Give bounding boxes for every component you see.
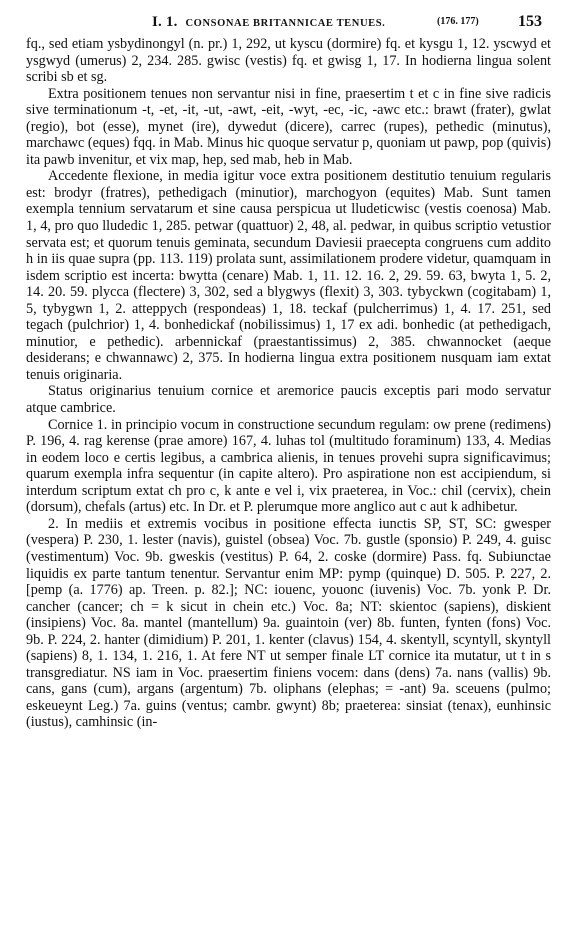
paragraph: Cornice 1. in principio vocum in constructione secundum regulam: ow prene (redimens) P. 196, 4. rag kerense (prae amore) 167, 4. luhas tol (multitudo foraminum) 133, 4. Medias in eodem loco e certis legibus, a cambrica alienis, in tenues provehi supra significavimus; quarum exempla infra sequentur (in capite altero). Pro aspiratione non est accipiendum, si interdum scriptum extat ch pro c, k ante e vel i, vix praeterea, in Voc.: chil (cervix), chein (dorsum), chefals (artus) etc. In Dr. et P. plerumque more anglico aut c aut k adhibetur.	[26, 416, 551, 516]
page-body	[26, 36, 551, 731]
paragraph: Extra positionem tenues non servantur nisi in fine, praesertim t et c in fine sive radicis sive terminationum -t, -et, -it, -ut, -awt, -eit, -wyt, -ec, -ic, -awc etc.: brawt (frater), gwlat (regio), bot (esse), mynet (ire), dywedut (dicere), carrec (rupes), pethedic (minutus), marchawc (eques) fqq. in Mab. Minus hic quoque servatur p, quoniam ut pawp, pop (quivis) ita pawb invenitur, et vix map, hep, sed mab, heb in Mab.	[26, 85, 551, 168]
page-number: 153	[518, 13, 542, 30]
paragraph: Accedente flexione, in media igitur voce extra positionem destitutio tenuium regularis est: brodyr (fratres), pethedigach (minutior), marchogyon (equites) Mab. Sunt tamen exempla tennium servatarum et sine causa perspicua ut lludeticwisc (vestis coenosa) Mab. 1, 4, pro quo lludedic 1, 285. petwar (quattuor) 2, 48, al. pedwar, in quibus scriptio vetustior servata est; et quorum tenuis geminata, secundum Daviesii praecepta congruens cum addito h in iis quae supra (pp. 113. 119) prolata sunt, assimilationem prodere videtur, quamquam in isdem scriptio est incerta: bwytta (cenare) Mab. 1, 11. 12. 16. 2, 29. 59. 63, bwyta 1, 5. 2, 14. 20. 59. plycca (flectere) 3, 302, sed a blygwys (flexit) 3, 303. tybyckwn (cogitabam) 1, 5, tybygwn 1, 2. atteppych (respondeas) 1, 18. teckaf (pulcherrimus) 1, 4. 17. 251, sed tegach (pulchrior) 1, 4. bonhedickaf (nobilissimus) 1, 17 ex adi. bonhedic (at pethedigach, minutior, e pethedic). arbennickaf (praestantissimus) 2, 385. chwannocket (aeque desiderans; e chwannawc) 2, 375. In hodierna lingua extra positionem nusquam iam extat tenuis originaria.	[26, 168, 551, 383]
paragraph: Status originarius tenuium cornice et aremorice paucis exceptis pari modo servatur atque cambrice.	[26, 383, 551, 417]
header-title-line	[152, 14, 385, 31]
running-header	[26, 6, 551, 36]
paragraph: 2. In mediis et extremis vocibus in positione effecta iunctis SP, ST, SC: gwesper (vespera) P. 230, 1. lester (navis), guistel (obsea) Voc. 7b. gustle (sponsio) P. 249, 4. guisc (vestimentum) Voc. 9b. gweskis (vestitus) P. 64, 2. coske (dormire) Pass. fq. Subiunctae liquidis ex parte tantum tenentur. Servantur enim MP: pymp (quinque) D. 505. P. 227, 2. [pemp (a. 1776) ap. Treen. p. 82.]; NC: iouenc, youonc (iuvenis) Voc. 7b. yonk P. Dr. cancher (cancer; ch = k sicut in chein etc.) Voc. 8a; NT: skientoc (sapiens), diskient (insipiens) Voc. 8a. mantel (mantellum) 9a. guaintoin (ver) 8b. funten, fynten (fons) Voc. 9b. P. 224, 2. hanter (dimidium) P. 201, 1. kenter (clavus) 154, 4. skentyll, scyntyll, skyntyll (sapiens) 8, 1. 134, 1. 216, 1. At fere NT ut semper finale LT cornice ita mutatur, ut t in s transgrediatur. NS iam in Voc. praesertim finiens vocem: dans (dens) 7a. nans (vallis) 9b. cans, gans (cum), argans (argentum) 7b. oliphans (elephas; = -ant) 9a. sceuens (pulmo; eskeueynt Leg.) 7a. guins (ventus; cambr. gwynt) 8b; praeterea: sinsiat (tenax), eunhinsic (iustus), camhinsic (in-	[26, 515, 551, 731]
original-page-reference: (176. 177)	[437, 16, 479, 27]
paragraph: fq., sed etiam ysbydinongyl (n. pr.) 1, 292, ut kyscu (dormire) fq. et kysgu 1, 12. yscwyd et ysgwyd (umerus) 2, 234. 285. gwisc (vestis) fq. et gwisg 1, 17. In hodierna lingua solent scribi sb et sg.	[26, 36, 551, 86]
section-number: I. 1.	[152, 14, 178, 30]
chapter-title: CONSONAE BRITANNICAE TENUES.	[185, 18, 386, 29]
